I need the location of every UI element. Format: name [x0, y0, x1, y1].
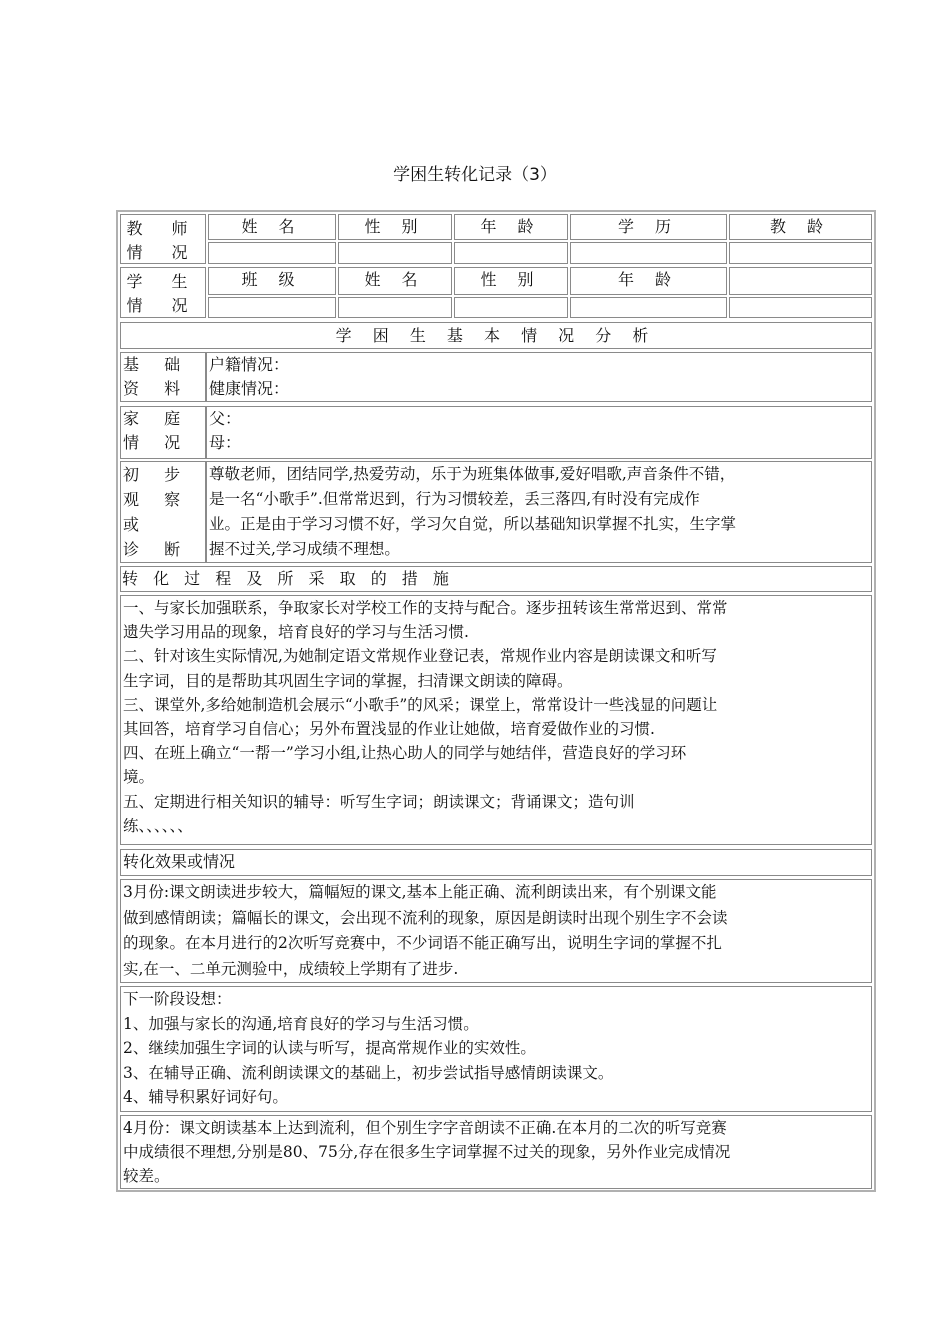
student-age-value	[570, 297, 727, 318]
student-class-value	[208, 297, 336, 318]
next-stage-plan: 下一阶段设想： 1、加强与家长的沟通,培育良好的学习与生活习惯。 2、继续加强生字词的认读与听写，提高常规作业的实效性。 3、在辅导正确、流利朗读课文的基础上，初步尝试指导感情朗读课文。 4、辅导积累好词好句。	[120, 986, 872, 1112]
measures-content: 一、与家长加强联系，争取家长对学校工作的支持与配合。逐步扭转该生常常迟到、常常 遗失学习用品的现象，培育良好的学习与生活习惯. 二、针对该生实际情况,为她制定语文常规作业登记表，常规作业内容是朗读课文和听写 生字词，目的是帮助其巩固生字词的掌握，扫清课文朗读的障碍。 三、课堂外,多给她制造机会展示“小歌手”的风采；课堂上，常常设计一些浅显的问题让 其回答，培育学习自信心；另外布置浅显的作业让她做，培育爱做作业的习惯. 四、在班上确立“一帮一”学习小组,让热心助人的同学与她结伴，营造良好的学习环 境。 五、定期进行相关知识的辅导：听写生字词；朗读课文；背诵课文；造句训 练、、、、、、	[120, 595, 872, 845]
page-title: 学困生转化记录（3）	[393, 165, 557, 185]
teacher-age-value	[454, 242, 568, 264]
student-header-gender: 性 别	[454, 267, 568, 295]
teacher-gender-value	[338, 242, 452, 264]
teacher-header-years: 教 龄	[729, 214, 872, 240]
diagnosis-content: 尊敬老师，团结同学,热爱劳动，乐于为班集体做事,爱好唱歌,声音条件不错， 是一名“小歌手”.但常常迟到，行为习惯较差，丢三落四,有时没有完成作 业。正是由于学习习惯不好，学习欠自觉，所以基础知识掌握不扎实，生字掌 握不过关,学习成绩不理想。	[206, 461, 872, 563]
teacher-years-value	[729, 242, 872, 264]
teacher-label: 教 师 情 况	[120, 214, 206, 264]
student-label: 学 生 情 况	[120, 267, 206, 318]
teacher-education-value	[570, 242, 727, 264]
teacher-header-age: 年 龄	[454, 214, 568, 240]
student-extra-value	[729, 297, 872, 318]
analysis-heading: 学 困 生 基 本 情 况 分 析	[120, 322, 872, 349]
student-name-value	[338, 297, 452, 318]
teacher-name-value	[208, 242, 336, 264]
diagnosis-label: 初 步 观 察 或 诊 断	[120, 461, 206, 563]
student-header-age: 年 龄	[570, 267, 727, 295]
family-content: 父： 母：	[206, 406, 872, 459]
basic-info-label: 基 础 资 料	[120, 352, 206, 402]
march-progress: 3月份:课文朗读进步较大，篇幅短的课文,基本上能正确、流利朗读出来，有个别课文能 做到感情朗读；篇幅长的课文，会出现不流利的现象，原因是朗读时出现个别生字不会读 的现象。在本月进行的2次听写竞赛中，不少词语不能正确写出，说明生字词的掌握不扎 实,在一、二单元测验中，成绩较上学期有了进步.	[120, 879, 872, 983]
student-gender-value	[454, 297, 568, 318]
teacher-header-education: 学 历	[570, 214, 727, 240]
teacher-header-gender: 性 别	[338, 214, 452, 240]
effect-heading: 转化效果或情况	[120, 849, 872, 876]
family-label: 家 庭 情 况	[120, 406, 206, 459]
student-header-name: 姓 名	[338, 267, 452, 295]
april-progress: 4月份：课文朗读基本上达到流利，但个别生字字音朗读不正确.在本月的二次的听写竞赛 中成绩很不理想,分别是80、75分,存在很多生字词掌握不过关的现象，另外作业完成情况 较差。	[120, 1115, 872, 1189]
basic-info-content: 户籍情况： 健康情况：	[206, 352, 872, 402]
student-header-extra	[729, 267, 872, 295]
student-header-class: 班 级	[208, 267, 336, 295]
measures-heading: 转 化 过 程 及 所 采 取 的 措 施	[120, 566, 872, 592]
teacher-header-name: 姓 名	[208, 214, 336, 240]
